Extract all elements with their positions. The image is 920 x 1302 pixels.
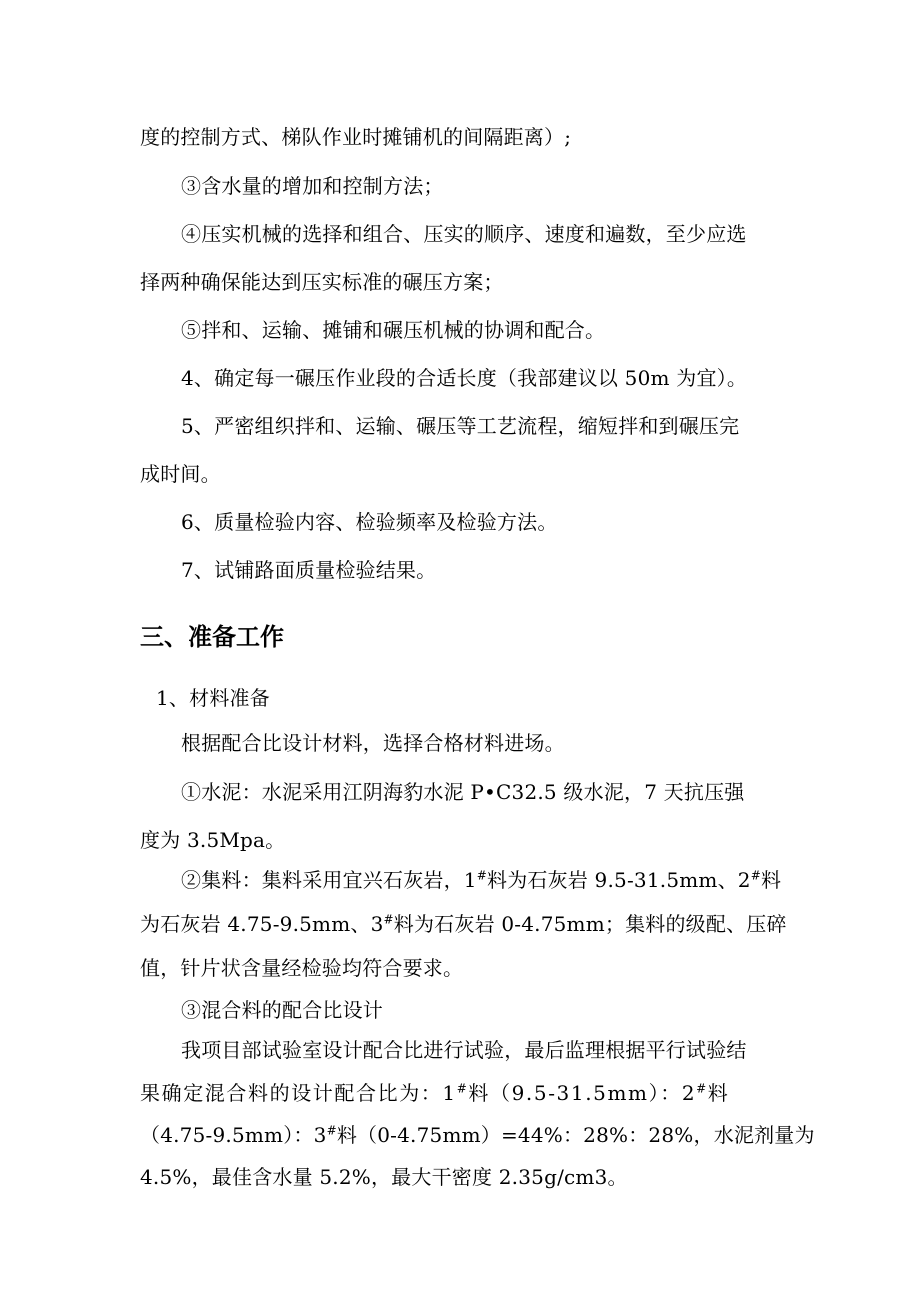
paragraph-line: 值，针片状含量经检验均符合要求。 [140, 956, 464, 980]
paragraph-line [140, 910, 787, 938]
superscript-mark: # [456, 1081, 469, 1096]
paragraph-line: 4.5%，最佳含水量 5.2%，最大干密度 2.35g/cm3。 [140, 1165, 628, 1189]
text-run: 果确定混合料的设计配合比为：1 [140, 1081, 457, 1105]
paragraph-line: 4、确定每一碾压作业段的合适长度（我部建议以 50m 为宜）。 [181, 366, 748, 390]
text-run: 为石灰岩 4.75-9.5mm、3 [140, 912, 384, 936]
paragraph-line: 我项目部试验室设计配合比进行试验，最后监理根据平行试验结 [181, 1038, 747, 1062]
text-run: ②集料：集料采用宜兴石灰岩，1 [181, 868, 477, 892]
text-run: 料为石灰岩 0-4.75mm；集料的级配、压碎 [393, 912, 787, 936]
text-run: （4.75-9.5mm）：3 [140, 1123, 327, 1147]
superscript-mark: # [750, 868, 761, 883]
paragraph-line: 5、严密组织拌和、运输、碾压等工艺流程，缩短拌和到碾压完 [181, 414, 740, 438]
paragraph-line: ⑤拌和、运输、摊铺和碾压机械的协调和配合。 [181, 318, 606, 342]
text-run: 料 [760, 868, 782, 892]
paragraph-line [181, 866, 821, 894]
subsection-title: ③混合料的配合比设计 [181, 998, 383, 1022]
paragraph-line: 度为 3.5Mpa。 [140, 828, 286, 852]
superscript-mark: # [476, 868, 487, 883]
paragraph-line: 根据配合比设计材料，选择合格材料进场。 [181, 731, 565, 755]
paragraph-line: ④压实机械的选择和组合、压实的顺序、速度和遍数，至少应选 [181, 222, 747, 246]
text-run: 料为石灰岩 9.5-31.5mm、2 [487, 868, 751, 892]
paragraph-line: 度的控制方式、梯队作业时摊铺机的间隔距离）; [140, 125, 572, 149]
paragraph-line: ①水泥：水泥采用江阴海豹水泥 P•C32.5 级水泥，7 天抗压强 [181, 780, 745, 804]
superscript-mark: # [326, 1123, 337, 1138]
paragraph-line: ③含水量的增加和控制方法； [181, 174, 444, 198]
paragraph-line: 成时间。 [140, 462, 221, 486]
paragraph-line [140, 1121, 815, 1149]
paragraph-line: 7、试铺路面质量检验结果。 [181, 558, 437, 582]
superscript-mark: # [383, 912, 394, 927]
paragraph-line [140, 1079, 780, 1107]
text-run: 料（0-4.75mm）=44%：28%：28%，水泥剂量为 [336, 1123, 815, 1147]
text-run: 料 [707, 1081, 730, 1105]
superscript-mark: # [696, 1081, 708, 1096]
paragraph-line: 6、质量检验内容、检验频率及检验方法。 [181, 510, 558, 534]
section-heading: 三、准备工作 [140, 623, 284, 651]
subsection-title: 1、材料准备 [156, 686, 270, 710]
text-run: 料（9.5-31.5mm）：2 [468, 1081, 697, 1105]
paragraph-line: 择两种确保能达到压实标准的碾压方案； [140, 270, 504, 294]
